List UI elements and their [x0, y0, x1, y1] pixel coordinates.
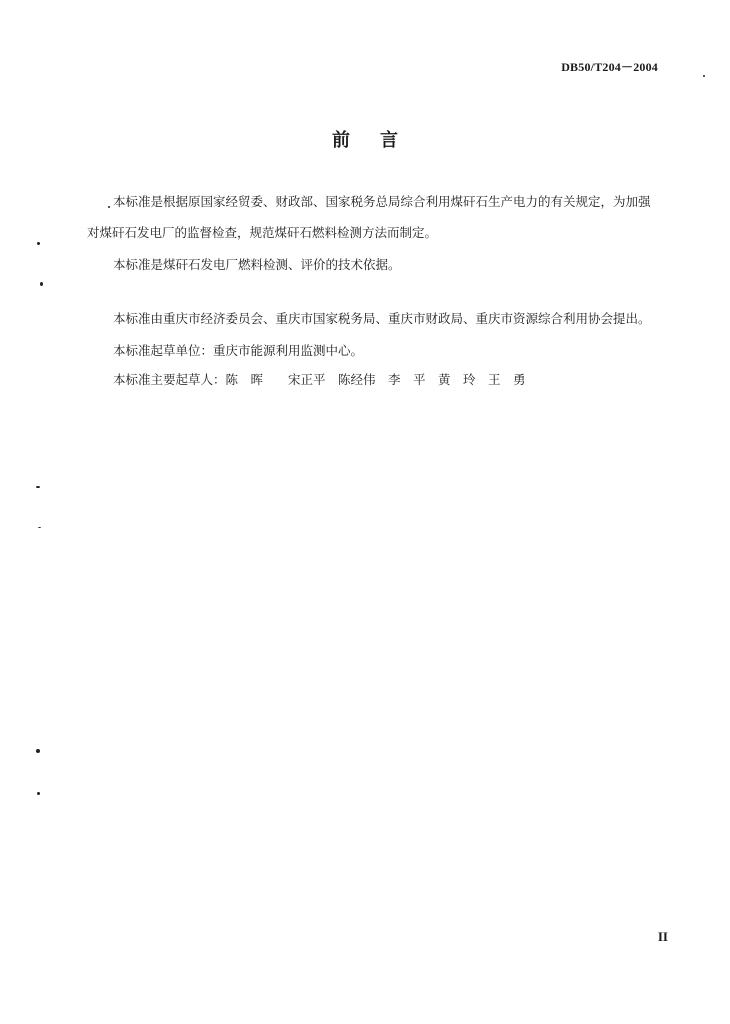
paragraph-1-line-2: 对煤矸石发电厂的监督检查，规范煤矸石燃料检测方法而制定。 — [87, 225, 438, 240]
paragraph-1-line-1: 本标准是根据原国家经贸委、财政部、国家税务总局综合利用煤矸石生产电力的有关规定，为加强 — [113, 194, 651, 209]
scan-speck — [40, 282, 43, 286]
scan-speck — [37, 792, 40, 795]
paragraph-drafters: 本标准主要起草人：陈 晖 宋正平 陈经伟 李 平 黄 玲 王 勇 — [113, 372, 526, 387]
scan-speck — [36, 486, 40, 488]
scan-speck — [108, 206, 110, 208]
page-number: II — [657, 929, 668, 944]
paragraph-2: 本标准是煤矸石发电厂燃料检测、评价的技术依据。 — [113, 257, 401, 272]
page-title: 前言 — [332, 130, 428, 151]
scan-speck — [36, 749, 40, 753]
document-code: DB50/T204－2004 — [561, 60, 658, 74]
paragraph-drafting-unit: 本标准起草单位：重庆市能源利用监测中心。 — [113, 343, 364, 358]
scan-speck — [703, 75, 705, 77]
scan-speck — [38, 527, 41, 528]
scan-speck — [37, 242, 40, 245]
paragraph-proposer: 本标准由重庆市经济委员会、重庆市国家税务局、重庆市财政局、重庆市资源综合利用协会提出。 — [113, 311, 651, 326]
